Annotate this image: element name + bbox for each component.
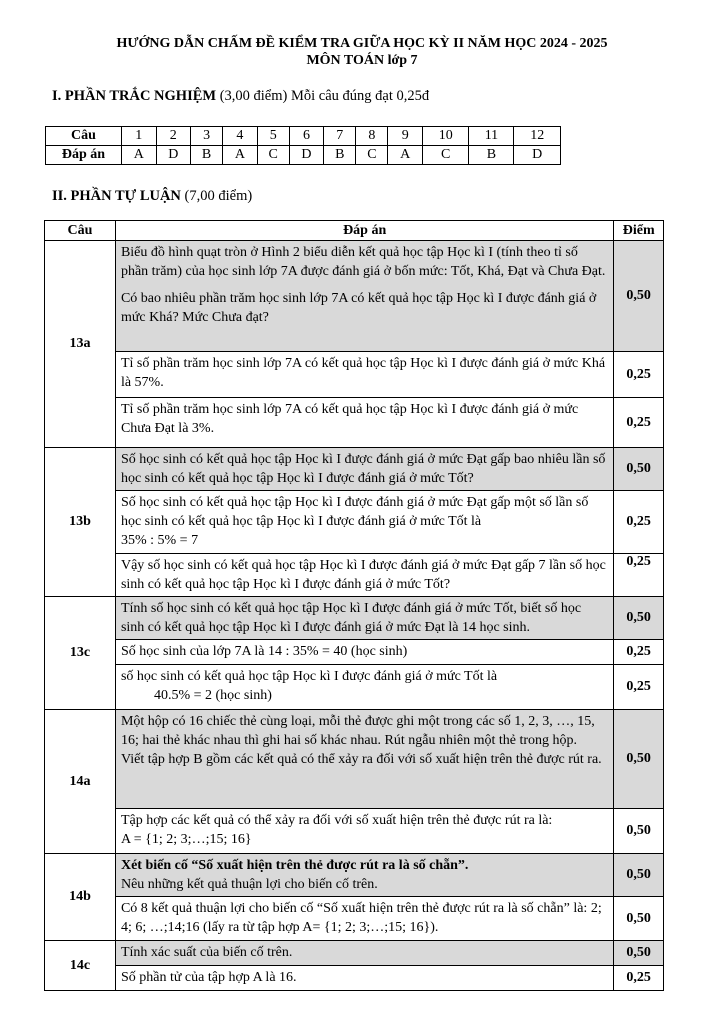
problem-statement	[115, 241, 613, 352]
answer-step	[115, 809, 613, 854]
points: 0,25	[614, 352, 664, 398]
question-label: 14a	[45, 710, 116, 854]
section-essay-heading	[52, 188, 252, 205]
question-number: 8	[356, 127, 388, 146]
table-row	[45, 491, 664, 554]
answer-step: Tỉ số phần trăm học sinh lớp 7A có kết quả học tập Học kì I được đánh giá ở mức Khá là 57%.	[115, 352, 613, 398]
table-row	[45, 854, 664, 897]
table-header-row	[45, 221, 664, 241]
points: 0,50	[614, 897, 664, 941]
answer-formula: 40.5% = 2 (học sinh)	[153, 688, 272, 703]
points: 0,50	[614, 710, 664, 809]
question-label: 14c	[45, 941, 116, 991]
question-number: 11	[469, 127, 514, 146]
answer-letter: B	[324, 146, 356, 165]
problem-text: Một hộp có 16 chiếc thẻ cùng loại, mỗi thẻ được ghi một trong các số 1, 2, 3, …, 15, 16; hai thẻ khác nhau thì ghi hai số khác nhau. Rút ngẫu nhiên một thẻ trong hộp.	[120, 714, 595, 748]
answer-step: Vậy số học sinh có kết quả học tập Học kì I được đánh giá ở mức Đạt gấp 7 lần số học sinh có kết quả học tập Học kì I được đánh giá ở mức Tốt?	[115, 554, 613, 597]
points: 0,50	[614, 597, 664, 640]
answer-step: Có 8 kết quả thuận lợi cho biến cố “Số xuất hiện trên thẻ được rút ra là số chẵn” là: 2; 4; 6; …;14;16 (lấy ra từ tập hợp A= {1; 2; 3;…;15; 16}).	[115, 897, 613, 941]
section-title: I. PHẦN TRẮC NGHIỆM	[52, 88, 217, 104]
table-row	[45, 941, 664, 966]
problem-statement	[115, 854, 613, 897]
problem-text: Biểu đồ hình quạt tròn ở Hình 2 biểu diễn kết quả học tập Học kì I (tính theo tỉ số phần trăm) của học sinh lớp 7A được đánh giá ở bốn mức: Tốt, Khá, Đạt và Chưa Đạt.	[120, 245, 606, 279]
answer-letter: B	[469, 146, 514, 165]
question-number: 3	[191, 127, 223, 146]
answer-step: Số học sinh của lớp 7A là 14 : 35% = 40 (học sinh)	[115, 640, 613, 665]
table-row	[45, 352, 664, 398]
document-title: HƯỚNG DẪN CHẤM ĐỀ KIỂM TRA GIỮA HỌC KỲ II NĂM HỌC 2024 - 2025	[116, 36, 608, 51]
problem-statement: Số học sinh có kết quả học tập Học kì I được đánh giá ở mức Đạt gấp bao nhiêu lần số học sinh có kết quả học tập Học kì I được đánh giá ở mức Tốt?	[115, 448, 613, 491]
points: 0,50	[614, 854, 664, 897]
answer-letter: D	[514, 146, 561, 165]
answer-formula: 35% : 5% = 7	[120, 533, 199, 548]
question-number: 10	[422, 127, 469, 146]
question-row	[46, 127, 561, 146]
points: 0,50	[614, 941, 664, 966]
column-header-answer: Đáp án	[115, 221, 613, 241]
document-subtitle: MÔN TOÁN lớp 7	[306, 53, 418, 68]
answer-text: số học sinh có kết quả học tập Học kì I được đánh giá ở mức Tốt là	[120, 669, 498, 684]
points: 0,25	[614, 966, 664, 991]
question-number: 12	[514, 127, 561, 146]
answer-formula: A = {1; 2; 3;…;15; 16}	[120, 832, 252, 847]
row-label-answer: Đáp án	[46, 146, 122, 165]
answer-step: Số phần tử của tập hợp A là 16.	[115, 966, 613, 991]
problem-text: Nêu những kết quả thuận lợi cho biến cố trên.	[120, 877, 378, 892]
answer-letter: A	[388, 146, 423, 165]
answer-step	[115, 491, 613, 554]
section-note: (3,00 điểm) Mỗi câu đúng đạt 0,25đ	[216, 88, 430, 104]
answer-text: Tập hợp các kết quả có thể xảy ra đối với số xuất hiện trên thẻ được rút ra là:	[120, 813, 553, 828]
answer-letter: B	[191, 146, 223, 165]
question-label: 13c	[45, 597, 116, 710]
points: 0,25	[614, 491, 664, 554]
table-row	[45, 710, 664, 809]
table-row	[45, 665, 664, 710]
question-number: 4	[223, 127, 258, 146]
table-row	[45, 448, 664, 491]
answer-letter: C	[257, 146, 289, 165]
table-row	[45, 597, 664, 640]
problem-statement: Tính số học sinh có kết quả học tập Học kì I được đánh giá ở mức Tốt, biết số học sinh có kết quả học tập Học kì I được đánh giá ở mức Đạt là 14 học sinh.	[115, 597, 613, 640]
section-multiple-choice-heading	[52, 88, 429, 105]
answer-step: Tỉ số phần trăm học sinh lớp 7A có kết quả học tập Học kì I được đánh giá ở mức Chưa Đạt là 3%.	[115, 398, 613, 448]
section-note: (7,00 điểm)	[180, 188, 253, 204]
points: 0,50	[614, 241, 664, 352]
problem-text: Viết tập hợp B gồm các kết quả có thể xảy ra đối với số xuất hiện trên thẻ được rút ra.	[120, 752, 602, 767]
question-number: 6	[289, 127, 324, 146]
problem-text: Xét biến cố “Số xuất hiện trên thẻ được rút ra là số chẵn”.	[120, 858, 469, 873]
answer-letter: A	[223, 146, 258, 165]
row-label-question: Câu	[46, 127, 122, 146]
answer-step	[115, 665, 613, 710]
answer-letter: C	[422, 146, 469, 165]
table-row	[45, 966, 664, 991]
points: 0,25	[614, 665, 664, 710]
column-header-question: Câu	[45, 221, 116, 241]
question-number: 2	[156, 127, 191, 146]
points: 0,50	[614, 809, 664, 854]
question-label: 13b	[45, 448, 116, 597]
answer-key-table	[45, 126, 561, 165]
column-header-points: Điểm	[614, 221, 664, 241]
section-title: II. PHẦN TỰ LUẬN	[52, 188, 181, 204]
answer-letter: C	[356, 146, 388, 165]
table-row	[45, 640, 664, 665]
problem-statement	[115, 710, 613, 809]
question-label: 13a	[45, 241, 116, 448]
question-number: 9	[388, 127, 423, 146]
points: 0,25	[614, 640, 664, 665]
question-number: 1	[122, 127, 157, 146]
answer-letter: D	[289, 146, 324, 165]
answer-letter: D	[156, 146, 191, 165]
points: 0,50	[614, 448, 664, 491]
grading-table	[44, 220, 664, 991]
problem-statement: Tính xác suất của biến cố trên.	[115, 941, 613, 966]
answer-row	[46, 146, 561, 165]
answer-letter: A	[122, 146, 157, 165]
points: 0,25	[614, 398, 664, 448]
table-row	[45, 809, 664, 854]
table-row	[45, 241, 664, 352]
table-row	[45, 398, 664, 448]
problem-text: Có bao nhiêu phần trăm học sinh lớp 7A có kết quả học tập Học kì I được đánh giá ở mức Khá? Mức Chưa đạt?	[120, 291, 597, 325]
points: 0,25	[614, 554, 664, 597]
table-row	[45, 554, 664, 597]
answer-text: Số học sinh có kết quả học tập Học kì I được đánh giá ở mức Đạt gấp một số lần số học sinh có kết quả học tập Học kì I được đánh giá ở mức Tốt là	[120, 495, 589, 529]
table-row	[45, 897, 664, 941]
question-label: 14b	[45, 854, 116, 941]
question-number: 5	[257, 127, 289, 146]
question-number: 7	[324, 127, 356, 146]
